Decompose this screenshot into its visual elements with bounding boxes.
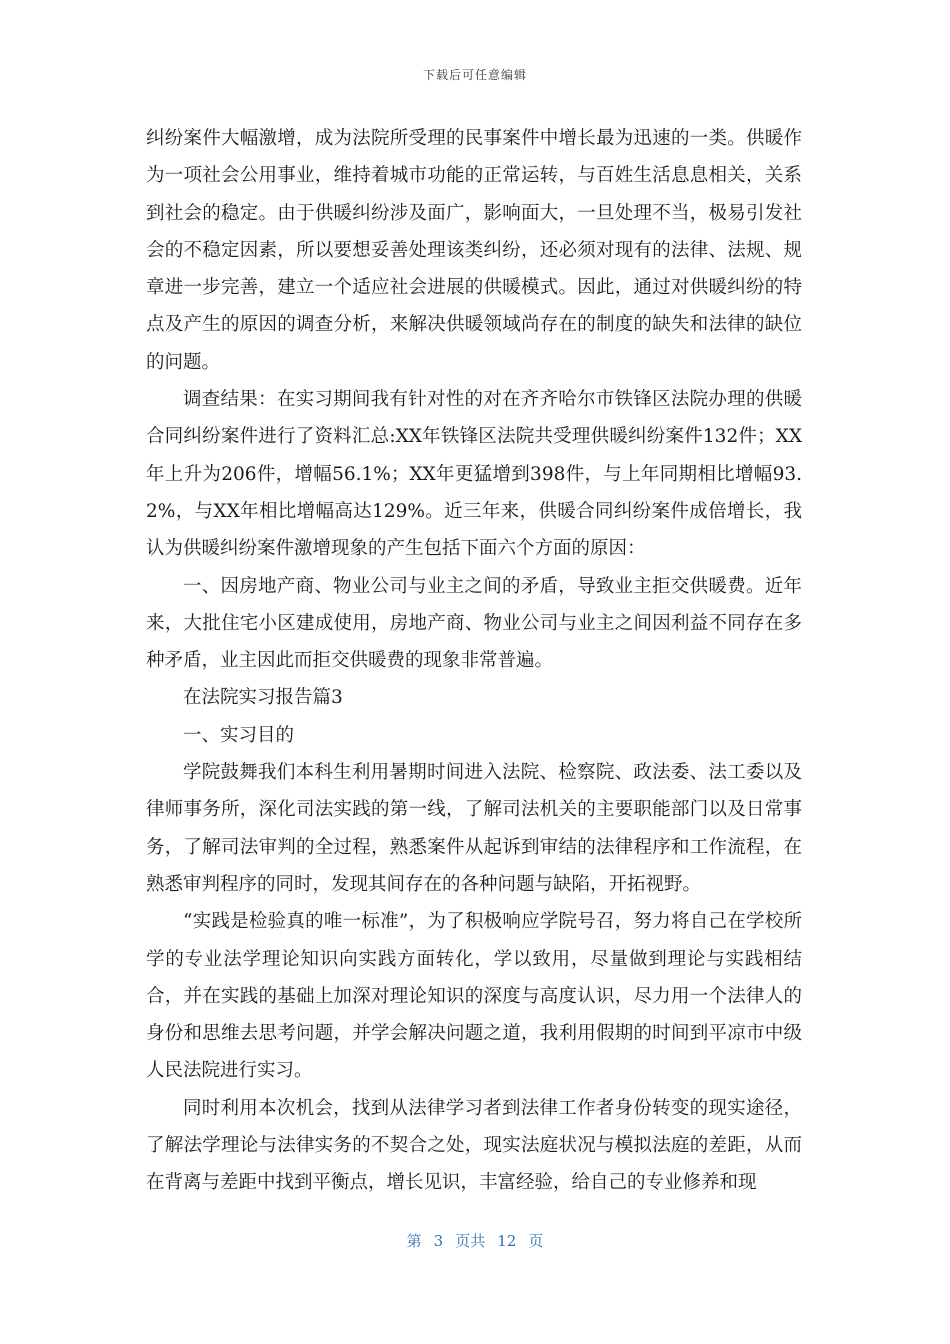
paragraph-opportunity: 同时利用本次机会，找到从法律学习者到法律工作者身份转变的现实途径，了解法学理论与法律实务的不契合之处，现实法庭状况与模拟法庭的差距，从而在背离与差距中找到平衡点，增长见识，丰富经验，给自己的专业修养和现 <box>146 1097 802 1194</box>
paragraph-survey-results: 调查结果：在实习期间我有针对性的对在齐齐哈尔市铁锋区法院办理的供暖合同纠纷案件进行了资料汇总:XX年铁锋区法院共受理供暖纠纷案件132件；XX年上升为206件，增幅56.1%；XX年更猛增到398件，与上年同期相比增幅93.2%，与XX年相比增幅高达129%。近三年来，供暖合同纠纷案件成倍增长，我认为供暖纠纷案件激增现象的产生包括下面六个方面的原因： <box>146 389 802 560</box>
paragraph-purpose: 学院鼓舞我们本科生利用暑期时间进入法院、检察院、政法委、法工委以及律师事务所，深化司法实践的第一线，了解司法机关的主要职能部门以及日常事务，了解司法审判的全过程，熟悉案件从起诉到审结的法律程序和工作流程，在熟悉审判程序的同时，发现其间存在的各种问题与缺陷，开拓视野。 <box>146 762 802 895</box>
footer-middle: 页共 <box>455 1232 486 1250</box>
section-title: 在法院实习报告篇3 <box>183 687 343 709</box>
subsection-title: 一、实习目的 <box>183 724 295 746</box>
footer-suffix: 页 <box>528 1232 544 1250</box>
paragraph-reason-one: 一、因房地产商、物业公司与业主之间的矛盾，导致业主拒交供暖费。近年来，大批住宅小区建成使用，房地产商、物业公司与业主之间因利益不同存在多种矛盾，业主因此而拒交供暖费的现象非常普遍。 <box>146 575 802 672</box>
document-body <box>146 120 802 1202</box>
page-footer <box>0 1230 950 1251</box>
paragraph-practice: “实践是检验真的唯一标准”，为了积极响应学院号召，努力将自己在学校所学的专业法学理论知识向实践方面转化，学以致用，尽量做到理论与实践相结合，并在实践的基础上加深对理论知识的深度与高度认识，尽力用一个法律人的身份和思维去思考问题，并学会解决问题之道，我利用假期的时间到平凉市中级人民法院进行实习。 <box>146 911 802 1082</box>
footer-prefix: 第 <box>406 1232 422 1250</box>
total-page-number: 12 <box>497 1232 517 1250</box>
page-header: 下载后可任意编辑 <box>422 68 527 82</box>
paragraph-continuation: 纠纷案件大幅激增，成为法院所受理的民事案件中增长最为迅速的一类。供暖作为一项社会公用事业，维持着城市功能的正常运转，与百姓生活息息相关，关系到社会的稳定。由于供暖纠纷涉及面广，影响面大，一旦处理不当，极易引发社会的不稳定因素，所以要想妥善处理该类纠纷，还必须对现有的法律、法规、规章进一步完善，建立一个适应社会进展的供暖模式。因此，通过对供暖纠纷的特点及产生的原因的调查分析，来解决供暖领域尚存在的制度的缺失和法律的缺位的问题。 <box>146 128 802 373</box>
current-page-number: 3 <box>433 1232 444 1250</box>
